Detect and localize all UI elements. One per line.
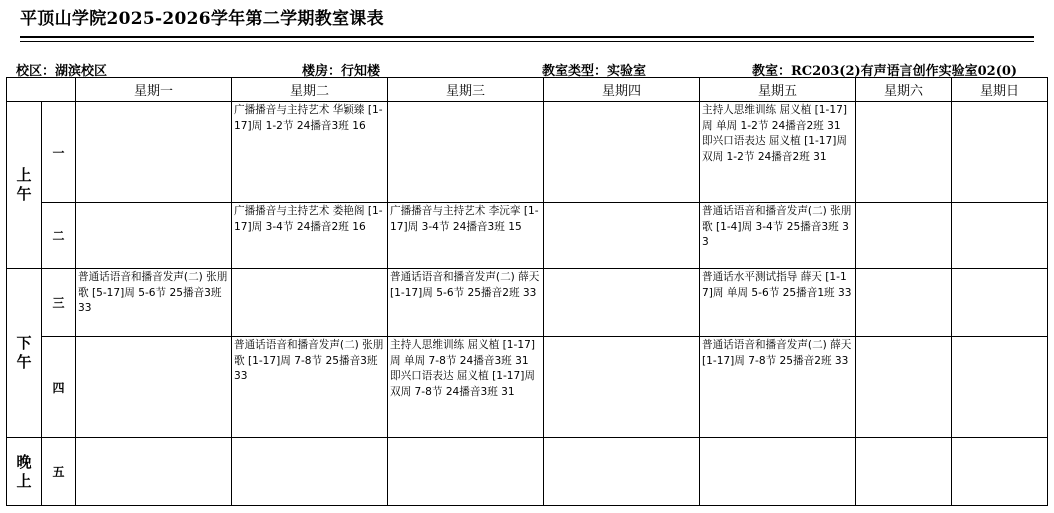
course-entry [856,102,951,103]
schedule-cell [544,337,700,438]
schedule-cell [76,269,232,337]
course-entry [856,269,951,270]
schedule-cell [232,102,388,203]
schedule-cell [952,203,1048,269]
schedule-row [7,438,1048,506]
course-line: 即兴口语表达 屈义植 [1-17]周 双周 1-2节 24播音2班 31 [702,135,847,163]
course-entry [856,438,951,439]
day-header: 星期日 [952,78,1048,102]
course-entry: 广播播音与主持艺术 华颖臻 [1-17]周 1-2节 24播音3班 16 [234,104,383,132]
course-entry [232,438,387,439]
course-entry [388,438,543,439]
schedule-cell [856,102,952,203]
schedule-cell [388,438,544,506]
building-label: 楼房：行知楼 [302,64,381,79]
course-entry [700,438,855,439]
day-header: 星期二 [232,78,388,102]
course-entry [700,102,855,165]
course-entry [856,337,951,338]
course-entry [544,337,699,338]
schedule-cell [232,337,388,438]
course-entry: 普通话水平测试指导 薛天 [1-17]周 单周 5-6节 25播音1班 33 [702,271,852,299]
schedule-cell [76,203,232,269]
schedule-cell [232,438,388,506]
schedule-row [7,337,1048,438]
day-header: 星期四 [544,78,700,102]
course-entry [952,337,1047,338]
course-entry: 广播播音与主持艺术 李沅挛 [1-17]周 3-4节 24播音3班 15 [390,205,539,233]
schedule-cell [232,269,388,337]
schedule-cell [952,438,1048,506]
schedule-cell [388,102,544,203]
schedule-row [7,102,1048,203]
course-entry [544,102,699,103]
schedule-cell [544,438,700,506]
schedule-cell [700,438,856,506]
slot-label: 四 [42,337,76,438]
course-entry [388,337,543,400]
period-label [7,269,42,438]
course-entry [388,102,543,103]
schedule-cell [544,269,700,337]
title-rule [20,36,1034,38]
room-label: 教室：RC203(2)有声语言创作实验室02(0) [752,64,1018,79]
header-row [7,78,1048,102]
course-entry [76,203,231,204]
course-entry [76,438,231,439]
room-type-label: 教室类型：实验室 [542,64,647,79]
course-entry: 普通话语音和播音发声(二) 张朋歌 [1-4]周 3-4节 25播音3班 33 [702,205,852,248]
slot-label: 一 [42,102,76,203]
schedule-cell [856,337,952,438]
period-label-text: 上 午 [16,166,32,203]
course-entry [544,203,699,204]
schedule-cell [76,102,232,203]
schedule-cell [856,203,952,269]
course-line: 即兴口语表达 屈义植 [1-17]周 双周 7-8节 24播音3班 31 [390,370,535,398]
day-header: 星期五 [700,78,856,102]
slot-label: 三 [42,269,76,337]
period-label-text: 晚 上 [16,452,32,490]
course-entry [952,102,1047,103]
campus-label: 校区：湖滨校区 [16,64,108,79]
schedule-cell [388,337,544,438]
page-title: 平顶山学院2025-2026学年第二学期教室课表 [20,9,384,29]
period-label-text: 下 午 [16,334,32,371]
title-rule-thin [20,41,1034,42]
schedule-cell [952,269,1048,337]
course-entry [952,203,1047,204]
day-header: 星期六 [856,78,952,102]
slot-label: 五 [42,438,76,506]
timetable [6,77,1048,506]
schedule-cell [856,438,952,506]
schedule-cell [952,337,1048,438]
corner-cell [7,78,76,102]
course-entry [856,203,951,204]
course-entry [232,269,387,270]
day-header: 星期三 [388,78,544,102]
schedule-cell [76,337,232,438]
course-entry: 普通话语音和播音发声(二) 张朋歌 [5-17]周 5-6节 25播音3班 33 [78,271,228,314]
schedule-cell [700,102,856,203]
course-entry [76,102,231,103]
schedule-row [7,269,1048,337]
schedule-cell [952,102,1048,203]
course-line: 主持人思维训练 屈义植 [1-17]周 单周 7-8节 24播音3班 31 [390,339,535,367]
course-entry [952,269,1047,270]
course-entry [544,438,699,439]
schedule-cell [76,438,232,506]
course-line: 主持人思维训练 屈义植 [1-17]周 单周 1-2节 24播音2班 31 [702,104,847,132]
course-entry: 普通话语音和播音发声(二) 薛天 [1-17]周 5-6节 25播音2班 33 [390,271,540,299]
schedule-cell [856,269,952,337]
schedule-cell [700,203,856,269]
slot-label: 二 [42,203,76,269]
schedule-cell [700,337,856,438]
schedule-cell [544,203,700,269]
schedule-cell [388,203,544,269]
course-entry [544,269,699,270]
course-entry [952,438,1047,439]
schedule-cell [388,269,544,337]
period-label [7,438,42,506]
course-entry: 广播播音与主持艺术 娄艳阁 [1-17]周 3-4节 24播音2班 16 [234,205,383,233]
day-header: 星期一 [76,78,232,102]
period-label [7,102,42,269]
course-entry: 普通话语音和播音发声(二) 张朋歌 [1-17]周 7-8节 25播音3班 33 [234,339,384,382]
schedule-cell [700,269,856,337]
course-entry [76,337,231,338]
course-entry: 普通话语音和播音发声(二) 薛天 [1-17]周 7-8节 25播音2班 33 [702,339,852,367]
schedule-cell [544,102,700,203]
schedule-cell [232,203,388,269]
schedule-row [7,203,1048,269]
